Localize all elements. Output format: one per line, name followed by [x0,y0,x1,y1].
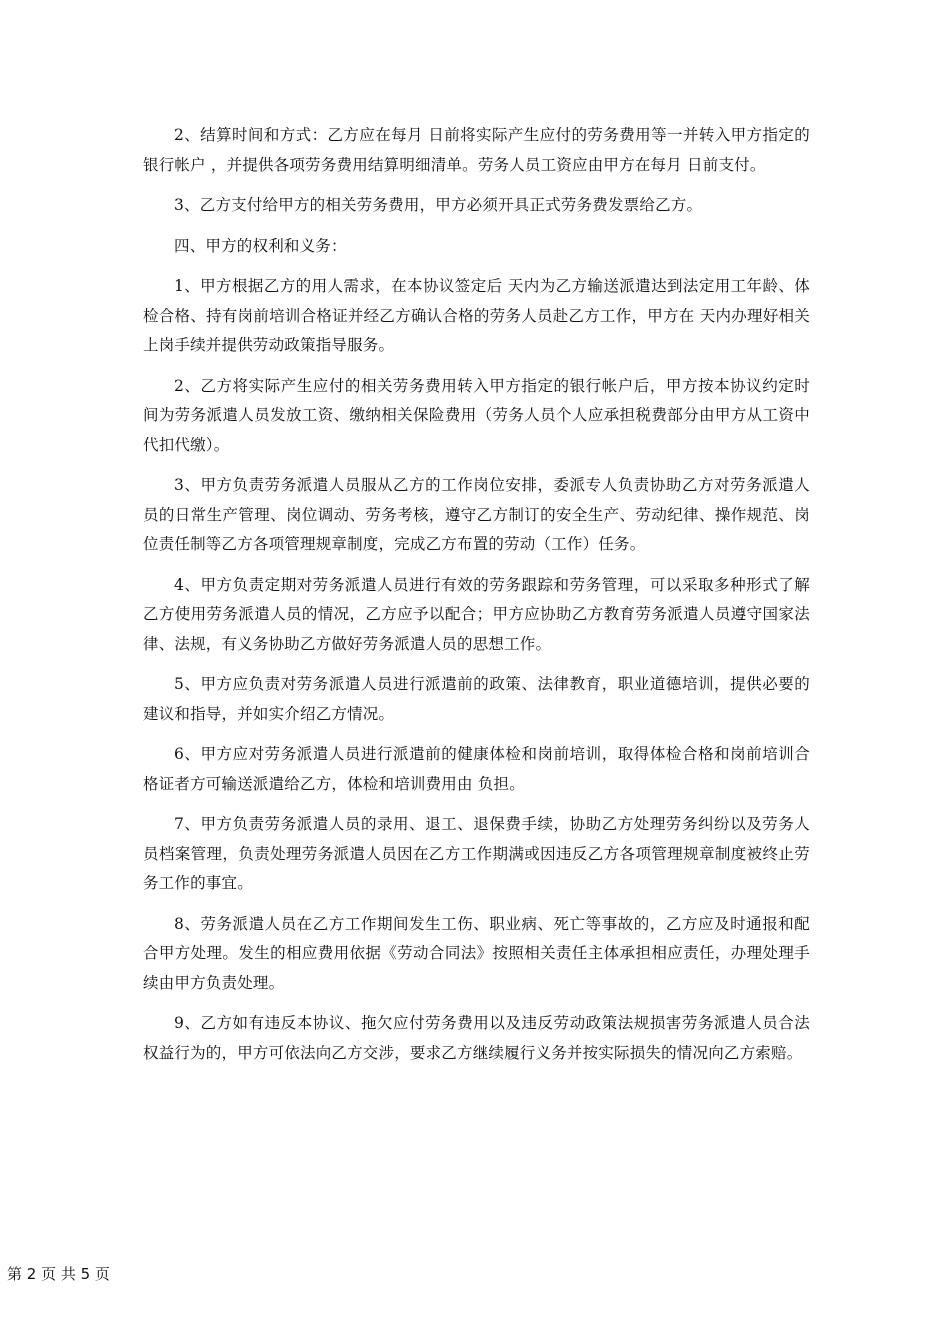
document-body [143,121,810,1068]
paragraph-clause-3: 3、甲方负责劳务派遣人员服从乙方的工作岗位安排，委派专人负责协助乙方对劳务派遣人员的日常生产管理、岗位调动、劳务考核，遵守乙方制订的安全生产、劳动纪律、操作规范、岗位责任制等乙方各项管理规章制度，完成乙方布置的劳动（工作）任务。 [143,476,810,553]
page-indicator: 第 2 页 共 5 页 [7,1265,110,1283]
paragraph-settlement-time: 2、结算时间和方式：乙方应在每月 日前将实际产生应付的劳务费用等一并转入甲方指定的银行帐户 ，并提供各项劳务费用结算明细清单。劳务人员工资应由甲方在每月 日前支付。 [143,126,810,174]
paragraph-clause-9: 9、乙方如有违反本协议、拖欠应付劳务费用以及违反劳动政策法规损害劳务派遣人员合法权益行为的，甲方可依法向乙方交涉，要求乙方继续履行义务并按实际损失的情况向乙方索赔。 [143,1014,810,1062]
section-heading-party-a-rights: 四、甲方的权利和义务： [174,236,347,255]
paragraph-clause-4: 4、甲方负责定期对劳务派遣人员进行有效的劳务跟踪和劳务管理，可以采取多种形式了解乙方使用劳务派遣人员的情况，乙方应予以配合；甲方应协助乙方教育劳务派遣人员遵守国家法律、法规，有义务协助乙方做好劳务派遣人员的思想工作。 [143,575,810,653]
paragraph-clause-5: 5、甲方应负责对劳务派遣人员进行派遣前的政策、法律教育，职业道德培训，提供必要的建议和指导，并如实介绍乙方情况。 [143,675,810,723]
paragraph-clause-6: 6、甲方应对劳务派遣人员进行派遣前的健康体检和岗前培训，取得体检合格和岗前培训合格证者方可输送派遣给乙方，体检和培训费用由 负担。 [143,745,810,793]
paragraph-clause-1: 1、甲方根据乙方的用人需求，在本协议签定后 天内为乙方输送派遣达到法定用工年龄、体检合格、持有岗前培训合格证并经乙方确认合格的劳务人员赴乙方工作，甲方在 天内办理好相关上岗手续并提供劳动政策指导服务。 [143,277,810,354]
paragraph-clause-7: 7、甲方负责劳务派遣人员的录用、退工、退保费手续，协助乙方处理劳务纠纷以及劳务人员档案管理，负责处理劳务派遣人员因在乙方工作期满或因违反乙方各项管理规章制度被终止劳务工作的事宜。 [143,815,810,892]
paragraph-invoice: 3、乙方支付给甲方的相关劳务费用，甲方必须开具正式劳务费发票给乙方。 [174,196,703,214]
paragraph-clause-2: 2、乙方将实际产生应付的相关劳务费用转入甲方指定的银行帐户后，甲方按本协议约定时间为劳务派遣人员发放工资、缴纳相关保险费用（劳务人员个人应承担税费部分由甲方从工资中代扣代缴）。 [143,376,810,454]
paragraph-clause-8: 8、劳务派遣人员在乙方工作期间发生工伤、职业病、死亡等事故的，乙方应及时通报和配合甲方处理。发生的相应费用依据《劳动合同法》按照相关责任主体承担相应责任，办理处理手续由甲方负责处理。 [143,914,810,992]
